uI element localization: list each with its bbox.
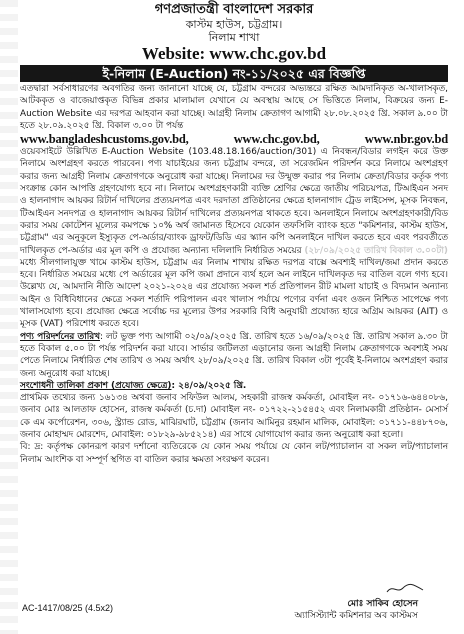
paragraph-terms-continued: মধ্যে সীলগালাযুক্ত খামে কাস্টম হাউস, চট্টগ্রাম এর নিলাম শাখায় রক্ষিত দরপত্র বাক্সে অবশ্যই দাখিল/জমা প্রদান করতে হবে। নির্ধারিত সময়ের মধ্যে পে অর্ডারের মূল কপি জমা প্রদানে ব্যর্থ হলে অন লাইনে দাখিলকৃত দর বাতিল বলে গণ্য হবে। উল্লেখ্য যে, আমদানি নীতি আদেশ ২০২১-২০২৪ এর প্রযোজ্য সকল শর্ত প্রতিপালন রীট মামলা যাচাই ও বিদ্যমান অন্যান্য আইন ও বিধিবিধানের ক্ষেত্রে সকল শর্তাদি পরিপালন এবং খালাস পর্যায়ে পণ্যের বর্ণনা এবং ওজন নিশ্চিত সাপেক্ষে পণ্য খালাসযোগ্য হবে। প্রযোজ্য ক্ষেত্রে সর্বোচ্চ দর মূল্যের উপর সরকারি বিধি অনুযায়ী প্রযোজ্য হারে অগ্রিম আয়কর (AIT) ও মূসক (VAT) পরিশোধ করতে হবে। [20,257,448,330]
left-margin-strip [0,0,18,634]
office-name: কাস্টম হাউস, চট্টগ্রাম। [185,18,283,31]
signature-scribble [385,582,425,596]
signatory-name: মোঃ সাকিব হোসেন [347,599,418,609]
website-line[interactable]: Website: www.chc.gov.bd [141,44,327,63]
notice-banner: ই-নিলাম (E-Auction) নং-১১/২০২৫ এর বিজ্ঞপ্তি [20,65,448,82]
government-title: গণপ্রজাতন্ত্রী বাংলাদেশ সরকার [154,2,314,17]
ad-code: AC-1417/08/25 (4.5x2) [22,603,114,613]
website-links [20,132,448,146]
link-bangladeshcustoms[interactable]: www.bangladeshcustoms.gov.bd, [20,132,189,147]
paragraph-intro: এতদ্বারা সর্বসাধারণের অবগতির জন্য জানানো যাচ্ছে যে, চট্টগ্রাম বন্দরের অভ্যন্তরে রক্ষিত আমদানিকৃত অ-খালাসকৃত, আটককৃত ও বাজেয়াপ্তকৃত বিভিন্ন প্রকার মালামাল যেখানে যে অবস্থায় আছে সে ভিত্তিতে নিলাম, বিক্রয়ের জন্য E-Auction Website এর দরপত্র আহবান করা যাচ্ছে। আগ্রহী নিলাম ক্রেতাগণ আগামী ২৮.০৮.২০২৫ খ্রি. সকাল ৯.০০ টা হতে ২৮.০৯.২০২৫ খ্রি. বিকাল ৩.০০ টা পর্যন্ত [20,84,448,131]
signatory-title: অ্যাসিস্ট্যান্ট কমিশনার অব কাস্টমস [294,611,418,621]
notice-body [20,83,448,466]
link-nbr[interactable]: www.nbr.gov.bd [364,132,448,147]
inspection-date-label: পণ্য পরিদর্শনের তারিখ [20,331,100,342]
notice-document [20,2,448,466]
link-chc[interactable]: www.chc.gov.bd, [233,132,320,147]
paragraph-terms: ওয়েবসাইটে উল্লিখিত E-Auction Website (103.48.18.166/auction/301) এ নিবন্ধন/বিডার লগইন করে উক্ত নিলামে অংশগ্রহণ করতে পারবেন। পণ্য যাচাইয়ের জন্য চট্টগ্রাম বন্দরে, তা সরেজমিন পরিদর্শন করে নিলামে অংশগ্রহণ করার জন্য আগ্রহী নিলাম ক্রেতাগণকে অনুরোধ করা যাচ্ছে। নিলামের দর উন্মুক্ত করার পর নিলাম ক্রেতা/বিডার কর্তৃক পণ্য সংক্রান্ত কোন আপত্তি গ্রহণযোগ্য হবে না। নিলামে অংশগ্রহণকারী ব্যক্তি শ্রেণির ক্ষেত্রে জাতীয় পরিচয়পত্র, টিআইএন সনদ ও হালনাগাদ আয়কর রিটার্ন দাখিলের প্রত্যয়নপত্র এবং দরদাতা প্রতিষ্ঠানের ক্ষেত্রে হালনাগাদ ট্রেড লাইসেন্স, মূসক নিবন্ধন, টিআইএন সনদপত্র ও হালনাগাদ আয়কর রিটার্ন দাখিলের প্রত্যয়নপত্র থাকতে হবে। অনলাইনে নিলামে অংশগ্রহণকারী/বিড করার সময় কোটেশন মূল্যের কমপক্ষে ১০% অর্থ জামানত হিসেবে যেকোন তফসিলি ব্যাংক হতে "কমিশনার, কাস্টম হাউস, চট্টগ্রাম" এর অনুকূলে ইস্যুকৃত পে-অর্ডার/ব্যাংক ড্রাফট/ডিডি এর স্ক্যান কপি অনলাইনে দাখিল করতে হবে এবং পরবর্তীতে দাখিলকৃত পে-অর্ডার এর মূল কপি ও প্রযোজ্য অন্যান্য দলিলাদি নির্ধারিত সময়ের [20,147,448,256]
correction-list-date: : ২৪/০৯/২০২৫ খ্রি. [171,380,247,391]
paragraph-disclaimer: বি: দ্র: কর্তৃপক্ষ কোনরূপ কারণ দর্শানো ব্যতিরেকে যে কোন সময় পর্যায়ে যে কোন লট/প্যাচালান বা সকল লট/প্যাচালান নিলাম আংশিক বা সম্পূর্ণ স্থগিত বা বাতিল করার ক্ষমতা সংরক্ষণ করেন। [20,442,448,465]
branch-name: নিলাম শাখা [208,31,260,44]
deadline-watermark: (২৮/০৯/২০২৫ তারিখ বিকাল ৩.০০টা) [304,245,448,256]
correction-list-label: সংশোধনী তালিকা প্রকাশ (প্রযোজ্য ক্ষেত্রে) [20,380,172,391]
paragraph-inspection: : লট ভুক্ত পণ্য আগামী ০২/০৯/২০২৫ খ্রি. তারিখ হতে ১৬/০৯/২০২৫ খ্রি. তারিখ সকাল ৯.৩০ টা হতে বিকাল ৫.০০ টা পর্যন্ত পরিদর্শন করা যাবে। সার্ভার জটিলতা এড়ানোর জন্য আগ্রহী নিলাম ক্রেতাগণকে অবশ্যই সময় পেতে নিলামে নির্ধারিত শেষ তারিখ ও সময় অর্থাৎ ২৮/০৯/২০২৫ খ্রি. তারিখ বিকাল ৩টা পূর্বেই ই-নিলামে অংশগ্রহণ করার জন্য অনুরোধ করা যাচ্ছে। [20,331,448,379]
paragraph-contact: প্রাথমিক তথ্যের জন্য ১৬১৩৪ অথবা জনাব সফিউল আলম, সহকারী রাজস্ব কর্মকর্তা, মোবাইল নং- ০১৭১৬-৬৪৪০৮৬, জনাব মোঃ আলতাফ হোসেন, রাজস্ব কর্মকর্তা (চ.দা) মোবাইল নং- ০১৭২২-২১৫৪৫২ এবং নিলামকারী প্রতিষ্ঠান- মেসার্স কে এম কর্পোরেশন, ৩০৬, স্ট্র্যান্ড রোড, মাঝিরঘাট, চট্টগ্রাম (জনাব আমিনুর রহমান মালিক, মোবাইল: ০১৭১১-৪৪৮৭০৬, জনাব মোহাম্মদ মোরশেদ, মোবাইল: ০১৮২৯-৯৮৫২১৪) এর সাথে যোগাযোগ করার জন্য অনুরোধ করা হলো। [20,393,448,441]
